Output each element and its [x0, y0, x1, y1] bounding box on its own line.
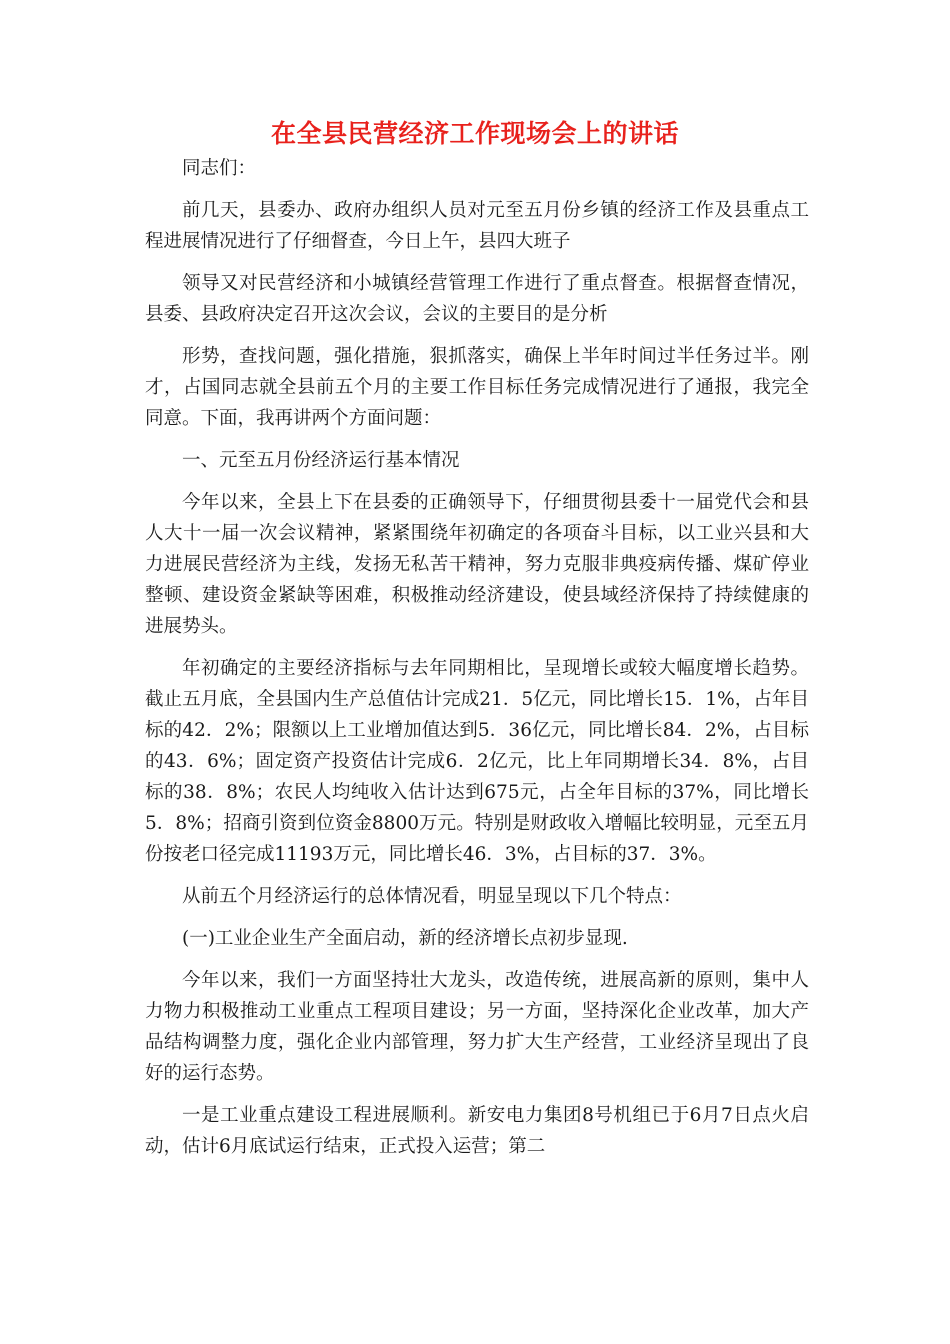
paragraph-6: 从前五个月经济运行的总体情况看，明显呈现以下几个特点：: [182, 886, 682, 907]
document-title: 在全县民营经济工作现场会上的讲话: [270, 119, 679, 148]
paragraph-3: 形势，查找问题，强化措施，狠抓落实，确保上半年时间过半任务过半。刚才，占国同志就全县前五个月的主要工作目标任务完成情况进行了通报，我完全同意。下面，我再讲两个方面问题：: [145, 346, 809, 429]
paragraph-5: 年初确定的主要经济指标与去年同期相比，呈现增长或较大幅度增长趋势。截止五月底，全县国内生产总值估计完成21．5亿元，同比增长15．1%，占年目标的42．2%；限额以上工业增加值达到5．36亿元，同比增长84．2%，占目标的43．6%；固定资产投资估计完成6．2亿元，比上年同期增长34．8%，占目标的38．8%；农民人均纯收入估计达到675元，占全年目标的37%，同比增长5．8%；招商引资到位资金8800万元。特别是财政收入增幅比较明显，元至五月份按老口径完成11193万元，同比增长46．3%，占目标的37．3%。: [145, 658, 809, 865]
paragraph-4: 今年以来，全县上下在县委的正确领导下，仔细贯彻县委十一届党代会和县人大十一届一次会议精神，紧紧围绕年初确定的各项奋斗目标，以工业兴县和大力进展民营经济为主线，发扬无私苦干精神，努力克服非典疫病传播、煤矿停业整顿、建设资金紧缺等困难，积极推动经济建设，使县域经济保持了持续健康的进展势头。: [145, 492, 809, 637]
paragraph-2: 领导又对民营经济和小城镇经营管理工作进行了重点督查。根据督查情况，县委、县政府决定召开这次会议，会议的主要目的是分析: [145, 273, 809, 325]
paragraph-7: 今年以来，我们一方面坚持壮大龙头，改造传统，进展高新的原则，集中人力物力积极推动工业重点工程项目建设；另一方面，坚持深化企业改革，加大产品结构调整力度，强化企业内部管理，努力扩大生产经营，工业经济呈现出了良好的运行态势。: [145, 970, 809, 1084]
salutation: 同志们：: [182, 158, 257, 179]
paragraph-8: 一是工业重点建设工程进展顺利。新安电力集团8号机组已于6月7日点火启动，估计6月底试运行结束，正式投入运营；第二: [145, 1105, 809, 1157]
subsection-heading-1: (一)工业企业生产全面启动，新的经济增长点初步显现.: [182, 928, 628, 949]
section-heading-1: 一、元至五月份经济运行基本情况: [182, 450, 460, 471]
paragraph-1: 前几天，县委办、政府办组织人员对元至五月份乡镇的经济工作及县重点工程进展情况进行了仔细督查，今日上午，县四大班子: [145, 200, 809, 252]
document-body: [145, 153, 809, 1173]
